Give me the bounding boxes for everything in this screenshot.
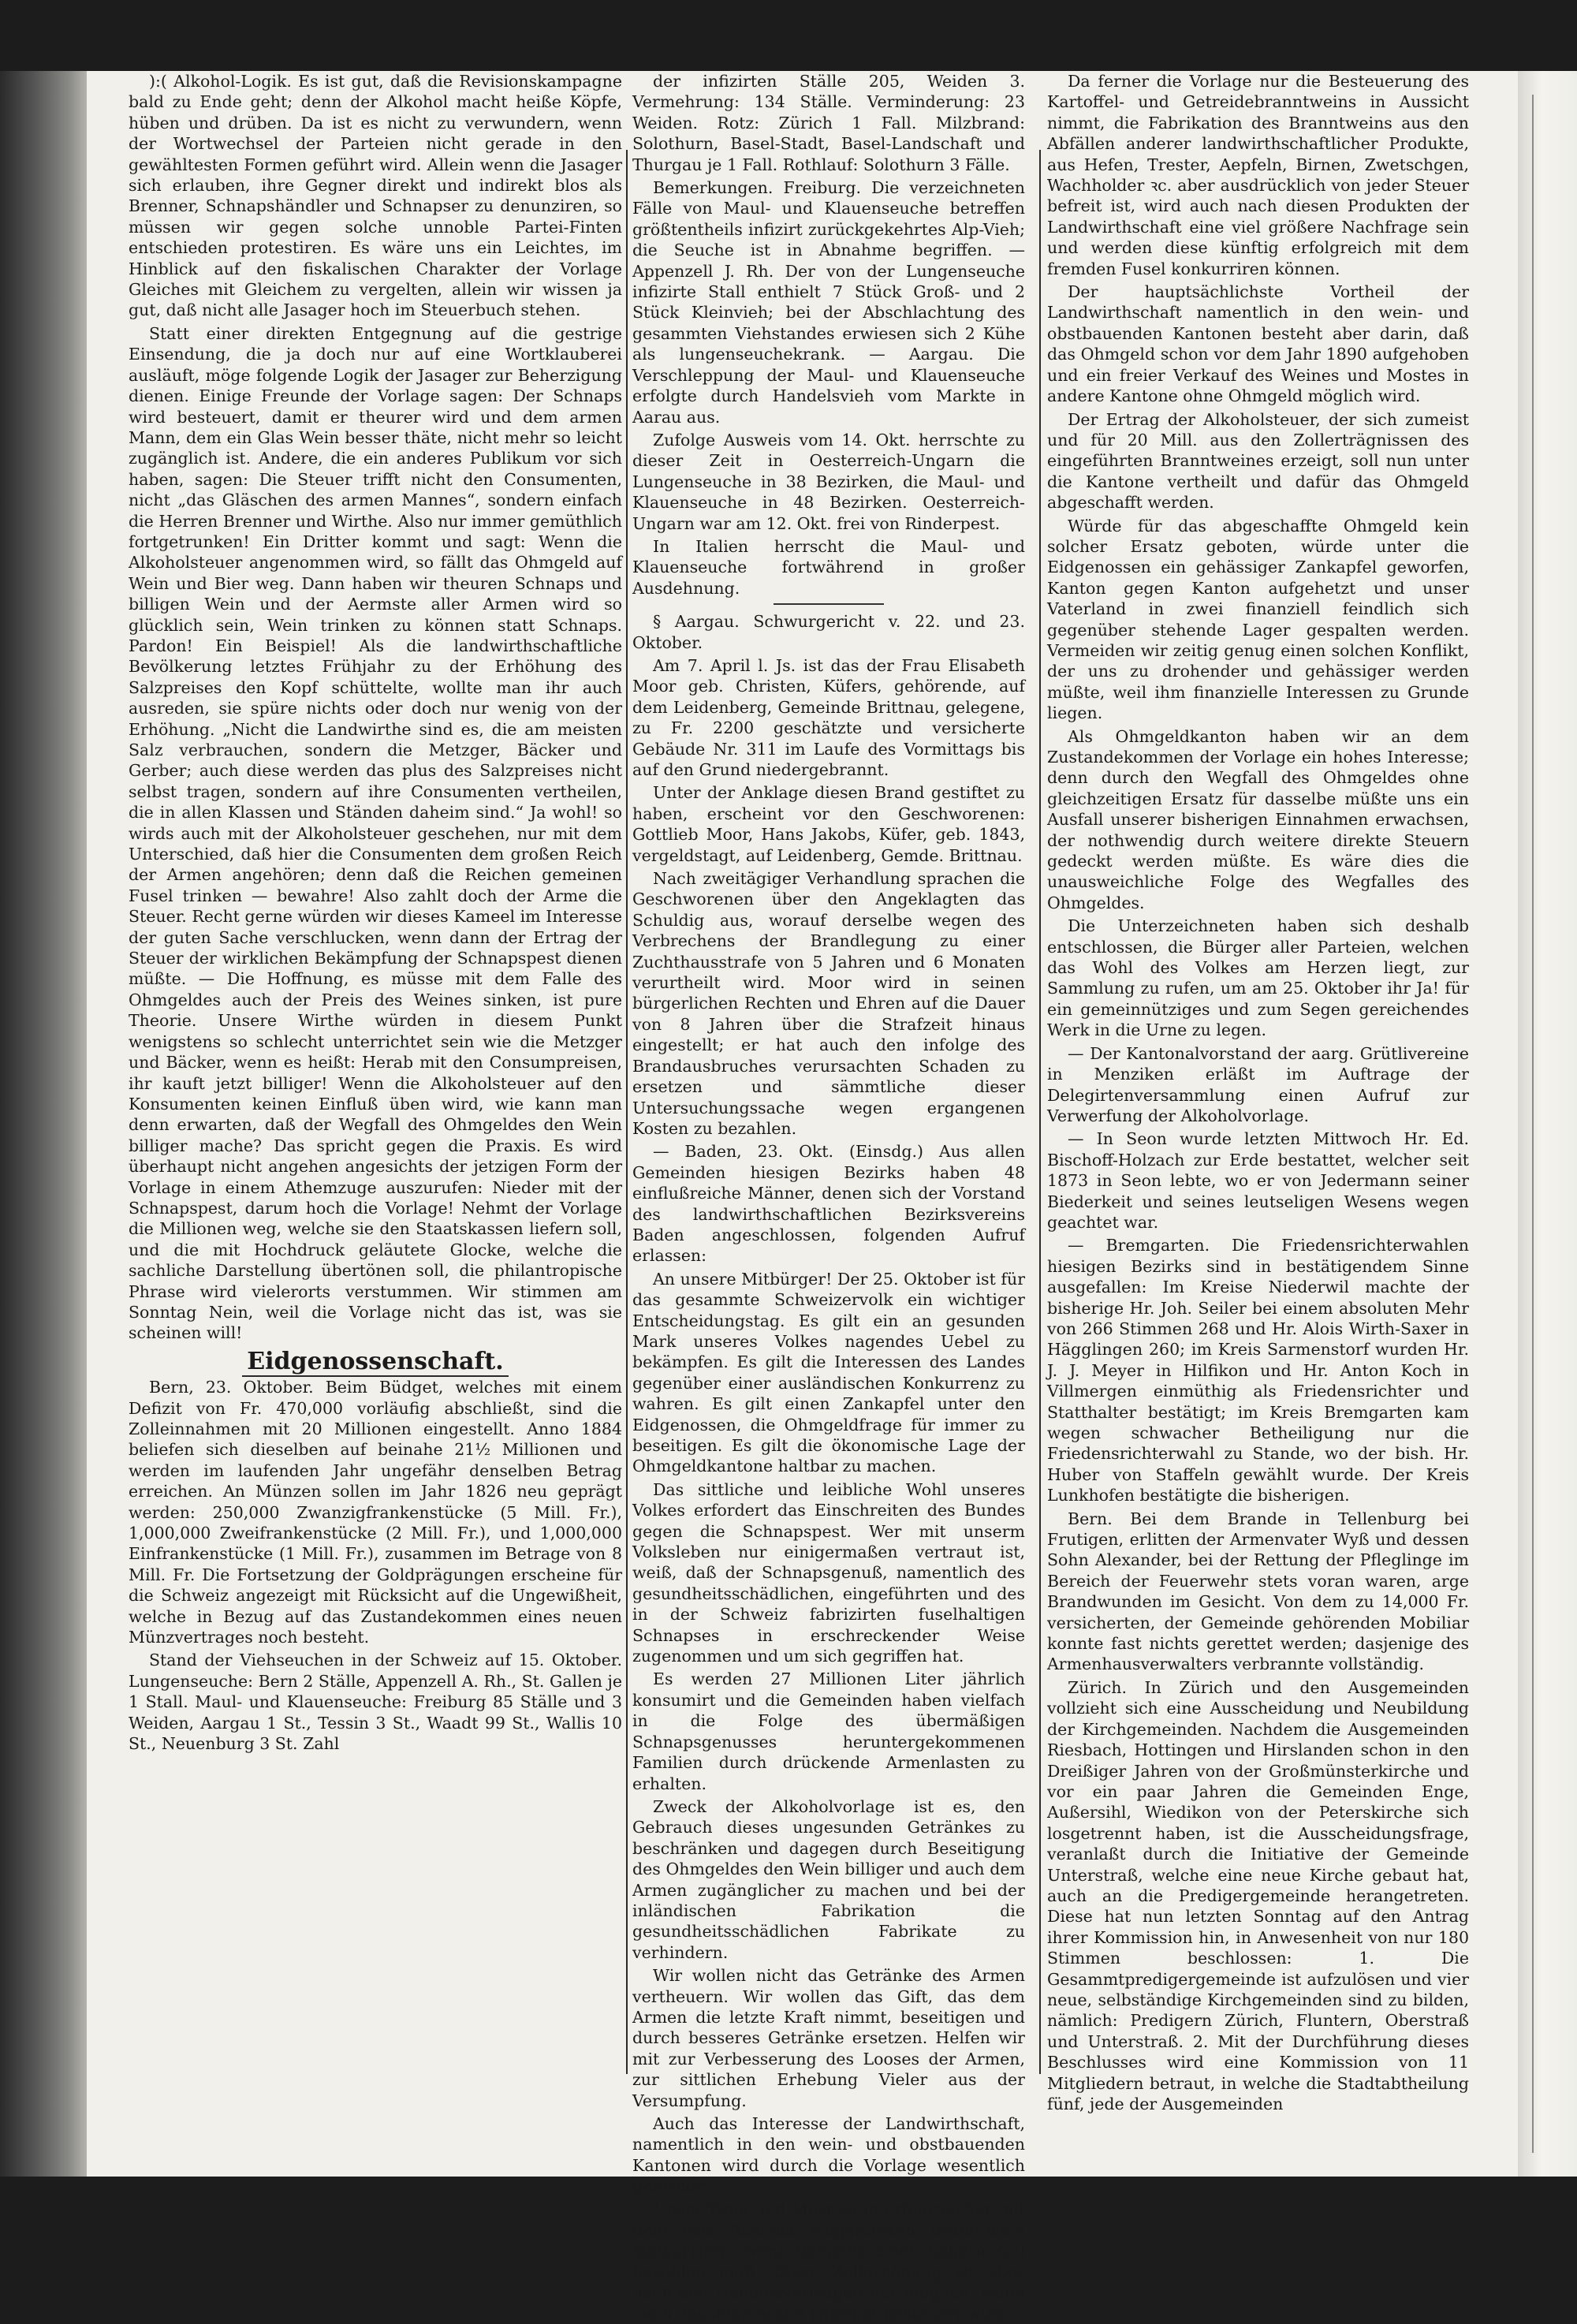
article-paragraph: Als Ohmgeldkanton haben wir an dem Zustandekommen der Vorlage ein hohes Interesse; denn durch den Wegfall des Ohmgeldes ohne gleichzeitigen Ersatz für dasselbe müßte uns ein Ausfall unserer bisherigen Einnahmen erwachsen, der nothwendig durch weitere direkte Steuern gedeckt werden müßte. Es wäre dies die unausweichliche Folge des Wegfalles des Ohmgeldes. — [1047, 726, 1469, 912]
column-rule-right — [1039, 150, 1041, 2074]
column-3 — [1047, 71, 1469, 2113]
article-gruetliverein: — Der Kantonalvorstand der aarg. Grütlivereine in Menziken erläßt im Auftrage der Delegirtenversammlung einen Aufruf zur Verwerfung der Alkoholvorlage. — [1047, 1043, 1469, 1125]
article-paragraph: In Italien herrscht die Maul- und Klauenseuche fortwährend in großer Ausdehnung. — [632, 536, 1025, 598]
article-paragraph: Das sittliche und leibliche Wohl unseres Volkes erfordert das Einschreiten des Bundes gegen die Schnapspest. Wer mit unserm Volksleben nur einigermaßen vertraut ist, weiß, daß der Schnapsgenuß, namentlich des gesundheitsschädlichen, eingeführten und des in der Schweiz fabrizirten fuselhaltigen Schnapses in erschreckender Weise zugenommen und um sich gegriffen hat. — [632, 1479, 1025, 1666]
article-bern-brand: Bern. Bei dem Brande in Tellenburg bei Frutigen, erlitten der Armenvater Wyß und dessen Sohn Alexander, bei der Rettung der Pfleglinge im Bereich der Feuerwehr stets voran waren, arge Brandwunden im Gesicht. Von dem zu 14,000 Fr. versicherten, der Gemeinde gehörenden Mobiliar konnte fast nichts gerettet werden; dasjenige des Armenhausverwalters verbrannte vollständig. — [1047, 1509, 1469, 1674]
article-paragraph: Zweck der Alkoholvorlage ist es, den Gebrauch dieses ungesunden Getränkes zu beschränken und dagegen durch Beseitigung des Ohmgeldes den Wein billiger und auch dem Armen zugänglicher zu machen und bei der inländischen Fabrikation die gesundheitsschädlichen Fabrikate zu verhindern. — [632, 1796, 1025, 1962]
article-paragraph: Wir wollen nicht das Getränke des Armen vertheuern. Wir wollen das Gift, das dem Armen die letzte Kraft nimmt, beseitigen und durch besseres Getränke ersetzen. Helfen wir mit zur Verbesserung des Looses der Armen, zur sittlichen Erhebung Vieler aus der Versumpfung. — [632, 1966, 1025, 2110]
column-2 — [632, 71, 1025, 2323]
article-seon: — In Seon wurde letzten Mittwoch Hr. Ed. Bischoff-Holzach zur Erde bestattet, welcher seit 1873 in Seon lebte, wo er von Jedermann seiner Biederkeit und seines leutseligen Wesens wegen geachtet war. — [1047, 1129, 1469, 1232]
article-paragraph: Würde für das abgeschaffte Ohmgeld kein solcher Ersatz geboten, würde unter die Eidgenossen ein gehässiger Zankapfel geworfen, Kanton gegen Kanton aufgehetzt und unser Vaterland in zwei finanziell feindlich sich gegenüber stehende Lager gespalten werden. Vermeiden wir zeitig genug einen solchen Konflikt, der uns zu drohender und gehässiger werden müßte, weil ihm finanzielle Interessen zu Grunde liegen. — [1047, 516, 1469, 723]
article-paragraph: Der hauptsächlichste Vortheil der Landwirthschaft namentlich in den wein- und obstbauenden Kantonen besteht aber darin, daß das Ohmgeld schon vor dem Jahr 1890 aufgehoben und ein freier Verkauf des Weines und Mostes in andere Kantone ohne Ohmgeld möglich wird. — [1047, 282, 1469, 406]
article-alkohol-logik: ):( Alkohol-Logik. Es ist gut, daß die Revisionskampagne bald zu Ende geht; denn der Alkohol macht heiße Köpfe, hüben und drüben. Da ist es nicht zu verwundern, wenn der Wortwechsel der Parteien nicht gerade in den gewähltesten Formen geführt wird. Allein wenn die Jasager sich erlauben, ihre Gegner direkt und indirekt blos als Brenner, Schnapshändler und Schnapser zu denunziren, so müssen wir gegen solche unnoble Partei-Finten entschieden protestiren. Es wäre uns ein Leichtes, im Hinblick auf den fiskalischen Charakter der Vorlage Gleiches mit Gleichem zu vergelten, allein wir wissen ja gut, daß nicht alle Jasager hoch im Steuerbuch stehen. — [129, 72, 622, 320]
article-paragraph: Am 7. April l. Js. ist das der Frau Elisabeth Moor geb. Christen, Küfers, gehörende, auf dem Leidenberg, Gemeinde Brittnau, gelegene, zu Fr. 2200 geschätzte und versicherte Gebäude Nr. 311 im Laufe des Vormittags bis auf den Grund niedergebrannt. — [632, 655, 1025, 779]
article-paragraph: Es werden 27 Millionen Liter jährlich konsumirt und die Gemeinden haben vielfach in die Folge des übermäßigen Schnapsgenusses heruntergekommenen Familien durch drückende Armenlasten zu erhalten. — [632, 1669, 1025, 1793]
article-bern-budget: Bern, 23. Oktober. Beim Büdget, welches mit einem Defizit von Fr. 470,000 vorläufig abschließt, sind die Zolleinnahmen mit 20 Millionen eingestellt. Anno 1884 beliefen sich dieselben auf beinahe 21½ Millionen und werden im laufenden Jahr ungefähr denselben Betrag erreichen. An Münzen sollen im Jahr 1826 neu geprägt werden: 250,000 Zwanzigfrankenstücke (5 Mill. Fr.), 1,000,000 Zweifrankenstücke (2 Mill. Fr.), und 1,000,000 Einfrankenstücke (1 Mill. Fr.), zusammen im Betrage von 8 Mill. Fr. Die Fortsetzung der Goldprägungen erscheine für die Schweiz angezeigt mit Rücksicht auf die Ungewißheit, welche in Bezug auf das Zustandekommen eines neuen Münzvertrages noch besteht. — [129, 1378, 622, 1647]
article-bremgarten: — Bremgarten. Die Friedensrichterwahlen hiesigen Bezirks sind in bestätigendem Sinne ausgefallen: Im Kreise Niederwil machte der bisherige Hr. Joh. Seiler bei einem absoluten Mehr von 266 Stimmen 268 und Hr. Alois Wirth-Saxer in Hägglingen 260; im Kreis Sarmenstorf wurden Hr. J. J. Meyer in Hilfikon und Hr. Anton Koch in Villmergen einmüthig als Friedensrichter und Statthalter bestätigt; im Kreis Bremgarten kam wegen schwacher Betheiligung nur die Friedensrichterwahl zu Stande, wo der bish. Hr. Huber von Staffeln gewählt wurde. Der Kreis Lunkhofen bestätigte die bisherigen. — [1047, 1236, 1469, 1505]
article-paragraph: Unser Wein und Most kann erfolgreicher mit dem vom Ausland eingeführten Branntwein konkurriren, wenn derselbe einen höhern Zoll bezahlen muß. Diese Zollerhöhung ist aber nach den Handelsverträgen nur möglich, wenn auch das inländische Fabrikat besteuert wird. — [632, 2199, 1025, 2323]
column-rule-left — [626, 150, 628, 2074]
article-paragraph: Zufolge Ausweis vom 14. Okt. herrschte zu dieser Zeit in Oesterreich-Ungarn die Lungenseuche in 38 Bezirken, die Maul- und Klauenseuche in 48 Bezirken. Oesterreich-Ungarn war am 12. Okt. frei von Rinderpest. — [632, 430, 1025, 533]
article-bemerkungen: Bemerkungen. Freiburg. Die verzeichneten Fälle von Maul- und Klauenseuche betreffen größtentheils infizirt zurückgekehrtes Alp-Vieh; die Seuche ist in Abnahme begriffen. — Appenzell J. Rh. Der von der Lungenseuche infizirte Stall enthielt 7 Stück Groß- und 2 Stück Kleinvieh; bei der Abschlachtung des gesammten Viehstandes erwiesen sich 2 Kühe als lungenseuchekrank. — Aargau. Die Verschleppung der Maul- und Klauenseuche erfolgte durch Handelsvieh vom Markte in Aarau aus. — [632, 178, 1025, 427]
article-zuerich: Zürich. In Zürich und den Ausgemeinden vollzieht sich eine Ausscheidung und Neubildung der Kirchgemeinden. Nachdem die Ausgemeinden Riesbach, Hottingen und Hirslanden schon in den Dreißiger Jahren von der Großmünsterkirche und vor ein paar Jahren die Gemeinden Enge, Außersihl, Wiedikon von der Peterskirche sich losgetrennt haben, ist die Ausscheidungsfrage, veranlaßt durch die Initiative der Gemeinde Unterstraß, welche eine neue Kirche gebaut hat, auch an die Predigergemeinde herangetreten. Diese hat nun letzten Sonntag auf den Antrag ihrer Kommission hin, in Anwesenheit von nur 180 Stimmen beschlossen: 1. Die Gesammtpredigergemeinde ist aufzulösen und vier neue, selbständige Kirchgemeinden sind zu bilden, nämlich: Predigern Zürich, Fluntern, Oberstraß und Unterstraß. 2. Mit der Durchführung dieses Beschlusses wird eine Kommission von 11 Mitgliedern betraut, in welche die Stadtabtheilung fünf, jede der Ausgemeinden — [1047, 1677, 1469, 2113]
article-paragraph: Statt einer direkten Entgegnung auf die gestrige Einsendung, die ja doch nur auf eine Wortklauberei ausläuft, möge folgende Logik der Jasager zur Beherzigung dienen. Einige Freunde der Vorlage sagen: Der Schnaps wird besteuert, damit er theurer wird und dem armen Mann, dem ein Glas Wein besser thäte, nicht mehr so leicht zugänglich ist. Andere, die ein anderes Publikum vor sich haben, sagen: Die Steuer trifft nicht den Consumenten, nicht „das Gläschen des armen Mannes“, sondern einfach die Herren Brenner und Wirthe. Also nur immer gemüthlich fortgetrunken! Ein Dritter kommt und sagt: Wenn die Alkoholsteuer angenommen wird, so fällt das Ohmgeld auf Wein und Bier weg. Dann haben wir theuren Schnaps und billigen Wein und der Aermste aller Armen wird so glücklich sein, Wein trinken zu können statt Schnaps. Pardon! Ein Beispiel! Als die landwirthschaftliche Bevölkerung letztes Frühjahr zu der Erhöhung des Salzpreises den Kopf schüttelte, wollte man ihr auch ausreden, sie spüre nichts oder doch nur wenig von der Erhöhung. „Nicht die Landwirthe sind es, die am meisten Salz verbrauchen, sondern die Metzger, Bäcker und Gerber; auch diese werden das plus des Salzpreises nicht selbst tragen, sondern auf ihre Consumenten vertheilen, die in allen Klassen und Ständen daheim sind.“ Ja wohl! so wirds auch mit der Alkoholsteuer geschehen, nur mit dem Unterschied, daß hier die Consumenten dem großen Reich der Armen angehören; denn daß die Reichen gemeinen Fusel trinken — bewahre! Also zahlt doch der Arme die Steuer. Recht gerne würden wir dieses Kameel im Interesse der guten Sache verschlucken, wenn dann der Ertrag der Steuer der wirklichen Bekämpfung der Schnapspest dienen müßte. — Die Hoffnung, es müsse mit dem Falle des Ohmgeldes auch der Preis des Weines sinken, ist pure Theorie. Unsere Wirthe würden in diesem Punkt wenigstens so schlecht unterrichtet sein wie die Metzger und Bäcker, wenn es heißt: Herab mit den Consumpreisen, ihr kauft jetzt billiger! Wenn die Alkoholsteuer auf den Konsumenten keinen Einfluß üben wird, wie kann man denn erwarten, daß der Wegfall des Ohmgeldes den Wein billiger mache? Das spricht gegen die Praxis. Es wird überhaupt nicht angehen angesichts der jetzigen Form der Vorlage in einem Athemzuge auszurufen: Nieder mit der Schnapspest, darum hoch die Vorlage! Nehmt der Vorlage die Millionen weg, welche sie den Staatskassen liefern soll, und die mit Hochdruck geläutete Glocke, welche die sachliche Darstellung übertönen soll, die philantropische Phrase wird vielerorts verstummen. Wir stimmen am Sonntag Nein, weil die Vorlage nicht das ist, was sie scheinen will! — [129, 323, 622, 1343]
article-paragraph: Da ferner die Vorlage nur die Besteuerung des Kartoffel- und Getreidebranntweins in Aussicht nimmt, die Fabrikation des Branntweins aus den Abfällen anderer landwirthschaftlicher Produkte, aus Hefen, Trester, Aepfeln, Birnen, Zwetschgen, Wachholder ꝛc. aber ausdrücklich von jeder Steuer befreit ist, wird auch nach diesen Produkten der Landwirthschaft eine viel größere Nachfrage sein und werden diese künftig erfolgreich mit dem fremden Fusel konkurriren können. — [1047, 72, 1469, 278]
next-page-edge — [1518, 71, 1577, 2177]
article-paragraph: Auch das Interesse der Landwirthschaft, namentlich in den wein- und obstbauenden Kantonen wird durch die Vorlage wesentlich gefördert. — [632, 2114, 1025, 2196]
article-paragraph: der infizirten Ställe 205, Weiden 3. Vermehrung: 134 Ställe. Verminderung: 23 Weiden. Rotz: Zürich 1 Fall. Milzbrand: Solothurn, Basel-Stadt, Basel-Landschaft und Thurgau je 1 Fall. Rothlauf: Solothurn 3 Fälle. — [632, 72, 1025, 174]
article-baden-aufruf: — Baden, 23. Okt. (Einsdg.) Aus allen Gemeinden hiesigen Bezirks haben 48 einflußreiche Männer, denen sich der Vorstand des landwirthschaftlichen Bezirksvereins Baden angeschlossen, folgenden Aufruf erlassen: — [632, 1142, 1025, 1266]
article-schwurgericht: § Aargau. Schwurgericht v. 22. und 23. Oktober. — [632, 612, 1025, 652]
section-heading: Eidgenossenschaft. — [129, 1352, 622, 1372]
book-binding — [0, 71, 87, 2177]
article-paragraph: Die Unterzeichneten haben sich deshalb entschlossen, die Bürger aller Parteien, welchen das Wohl des Volkes am Herzen liegt, zur Sammlung zu rufen, um am 25. Oktober ihr Ja! für ein gemeinnütziges und zum Segen gereichendes Werk in die Urne zu legen. — [1047, 916, 1469, 1040]
article-paragraph: Unter der Anklage diesen Brand gestiftet zu haben, erscheint vor den Geschworenen: Gottlieb Moor, Hans Jakobs, Küfer, geb. 1843, vergeldstagt, auf Leidenberg, Gemde. Brittnau. — [632, 783, 1025, 865]
article-viehseuchen: Stand der Viehseuchen in der Schweiz auf 15. Oktober. Lungenseuche: Bern 2 Ställe, Appenzell A. Rh., St. Gallen je 1 Stall. Maul- und Klauenseuche: Freiburg 85 Ställe und 3 Weiden, Aargau 1 St., Tessin 3 St., Waadt 99 St., Wallis 10 St., Neuenburg 3 St. Zahl — [129, 1651, 622, 1754]
article-paragraph: Der Ertrag der Alkoholsteuer, der sich zumeist und für 20 Mill. aus den Zollerträgnissen des eingeführten Branntweines erzeigt, soll nun unter die Kantone vertheilt und dafür das Ohmgeld abgeschafft werden. — [1047, 409, 1469, 513]
separator — [774, 603, 884, 605]
article-paragraph: Nach zweitägiger Verhandlung sprachen die Geschworenen über den Angeklagten das Schuldig aus, worauf derselbe wegen des Verbrechens der Brandlegung zu einer Zuchthausstrafe von 5 Jahren und 6 Monaten verurtheilt wird. Moor wird in seinen bürgerlichen Rechten und Ehren auf die Dauer von 8 Jahren über die Strafzeit hinaus eingestellt; er hat auch den infolge des Brandausbruches verursachten Schaden zu ersetzen und sämmtliche dieser Untersuchungssache wegen ergangenen Kosten zu bezahlen. — [632, 869, 1025, 1138]
column-1 — [129, 71, 622, 2113]
article-paragraph: An unsere Mitbürger! Der 25. Oktober ist für das gesammte Schweizervolk ein wichtiger Entscheidungstag. Es gilt ein an gesunden Mark unseres Volkes nagendes Uebel zu bekämpfen. Es gilt die Interessen des Landes gegenüber einer ausländischen Konkurrenz zu wahren. Es gilt einen Zankapfel unter den Eidgenossen, die Ohmgeldfrage für immer zu beseitigen. Es gilt die ökonomische Lage der Ohmgeldkantone haltbar zu machen. — [632, 1269, 1025, 1476]
